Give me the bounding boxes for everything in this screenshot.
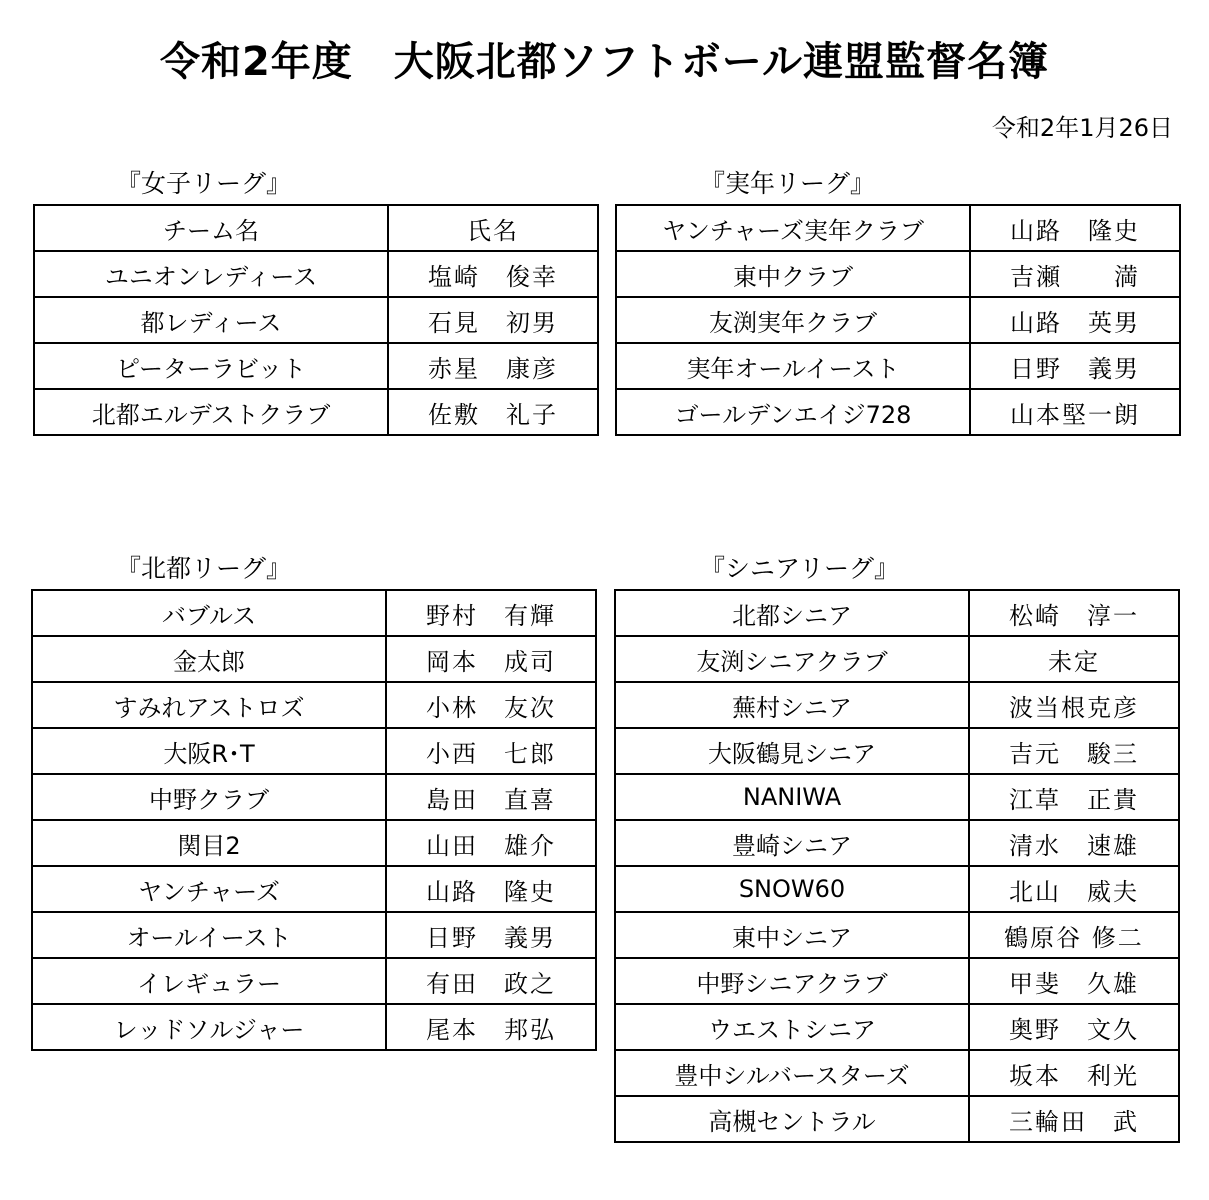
manager-name: 山田 雄介 [386,820,596,866]
team-name: 友渕シニアクラブ [615,636,969,682]
table-row [616,343,1180,389]
manager-name: 山路 隆史 [970,205,1180,251]
team-name: バブルス [32,590,386,636]
manager-name: 日野 義男 [970,343,1180,389]
table-row [615,590,1179,636]
manager-name: 塩崎 俊幸 [388,251,598,297]
document-title: 令和2年度 大阪北都ソフトボール連盟監督名簿 [159,39,1050,85]
team-name: 北都シニア [615,590,969,636]
team-name: 実年オールイースト [616,343,970,389]
table-row [32,682,596,728]
table-row [615,1004,1179,1050]
manager-name: 有田 政之 [386,958,596,1004]
team-column-header: チーム名 [34,205,388,251]
team-name: 都レディース [34,297,388,343]
table-row [32,590,596,636]
women-league-label: 『女子リーグ』 [116,169,292,198]
manager-name: 山本堅一朗 [970,389,1180,435]
manager-name: 山路 隆史 [386,866,596,912]
table-row [615,636,1179,682]
manager-name: 未定 [969,636,1179,682]
team-name: 大阪R･T [32,728,386,774]
table-row [616,389,1180,435]
manager-name: 鶴原谷 修二 [969,912,1179,958]
table-row [34,297,598,343]
team-name: 金太郎 [32,636,386,682]
table-row [615,912,1179,958]
team-name: ユニオンレディース [34,251,388,297]
table-row [615,728,1179,774]
manager-name: 石見 初男 [388,297,598,343]
hokuto-league-label: 『北都リーグ』 [116,554,292,583]
table-row [32,958,596,1004]
manager-name: 甲斐 久雄 [969,958,1179,1004]
manager-name: 北山 威夫 [969,866,1179,912]
document-date: 令和2年1月26日 [991,114,1173,142]
table-row [615,866,1179,912]
team-name: 関目2 [32,820,386,866]
manager-name: 坂本 利光 [969,1050,1179,1096]
table-row [32,636,596,682]
table-row [34,389,598,435]
jitsunen-league-table [615,204,1181,436]
team-name: 高槻セントラル [615,1096,969,1142]
table-row [32,774,596,820]
senior-league-table [614,589,1180,1143]
manager-name: 野村 有輝 [386,590,596,636]
team-name: 豊中シルバースターズ [615,1050,969,1096]
team-name: 東中クラブ [616,251,970,297]
senior-league-label: 『シニアリーグ』 [700,554,900,583]
manager-name: 小林 友次 [386,682,596,728]
hokuto-league-table [31,589,597,1051]
manager-name: 清水 速雄 [969,820,1179,866]
table-row [32,912,596,958]
table-row [616,251,1180,297]
team-name: ヤンチャーズ [32,866,386,912]
table-row [615,958,1179,1004]
manager-name: 島田 直喜 [386,774,596,820]
manager-name: 松崎 淳一 [969,590,1179,636]
team-name: 北都エルデストクラブ [34,389,388,435]
team-name: レッドソルジャー [32,1004,386,1050]
table-row [615,774,1179,820]
manager-column-header: 氏名 [388,205,598,251]
table-row [32,1004,596,1050]
manager-name: 吉瀬 満 [970,251,1180,297]
manager-name: 吉元 駿三 [969,728,1179,774]
table-row [615,1050,1179,1096]
team-name: すみれアストロズ [32,682,386,728]
jitsunen-league-label: 『実年リーグ』 [700,169,876,198]
team-name: オールイースト [32,912,386,958]
table-row [615,820,1179,866]
manager-name: 奥野 文久 [969,1004,1179,1050]
team-name: ピーターラビット [34,343,388,389]
team-name: 大阪鶴見シニア [615,728,969,774]
manager-name: 佐敷 礼子 [388,389,598,435]
team-name: 中野シニアクラブ [615,958,969,1004]
table-row [32,820,596,866]
women-league-table [33,204,599,436]
team-name: NANIWA [615,774,969,820]
table-row [616,205,1180,251]
manager-name: 三輪田 武 [969,1096,1179,1142]
team-name: イレギュラー [32,958,386,1004]
team-name: 豊崎シニア [615,820,969,866]
team-name: 中野クラブ [32,774,386,820]
team-name: 蕪村シニア [615,682,969,728]
manager-name: 江草 正貴 [969,774,1179,820]
manager-name: 赤星 康彦 [388,343,598,389]
manager-name: 波当根克彦 [969,682,1179,728]
manager-name: 山路 英男 [970,297,1180,343]
manager-name: 岡本 成司 [386,636,596,682]
table-header-row [34,205,598,251]
team-name: ヤンチャーズ実年クラブ [616,205,970,251]
table-row [32,728,596,774]
team-name: 友渕実年クラブ [616,297,970,343]
manager-name: 小西 七郎 [386,728,596,774]
table-row [615,682,1179,728]
manager-name: 日野 義男 [386,912,596,958]
table-row [615,1096,1179,1142]
team-name: 東中シニア [615,912,969,958]
manager-name: 尾本 邦弘 [386,1004,596,1050]
table-row [34,343,598,389]
table-row [32,866,596,912]
table-row [34,251,598,297]
team-name: ゴールデンエイジ728 [616,389,970,435]
team-name: ウエストシニア [615,1004,969,1050]
table-row [616,297,1180,343]
team-name: SNOW60 [615,866,969,912]
